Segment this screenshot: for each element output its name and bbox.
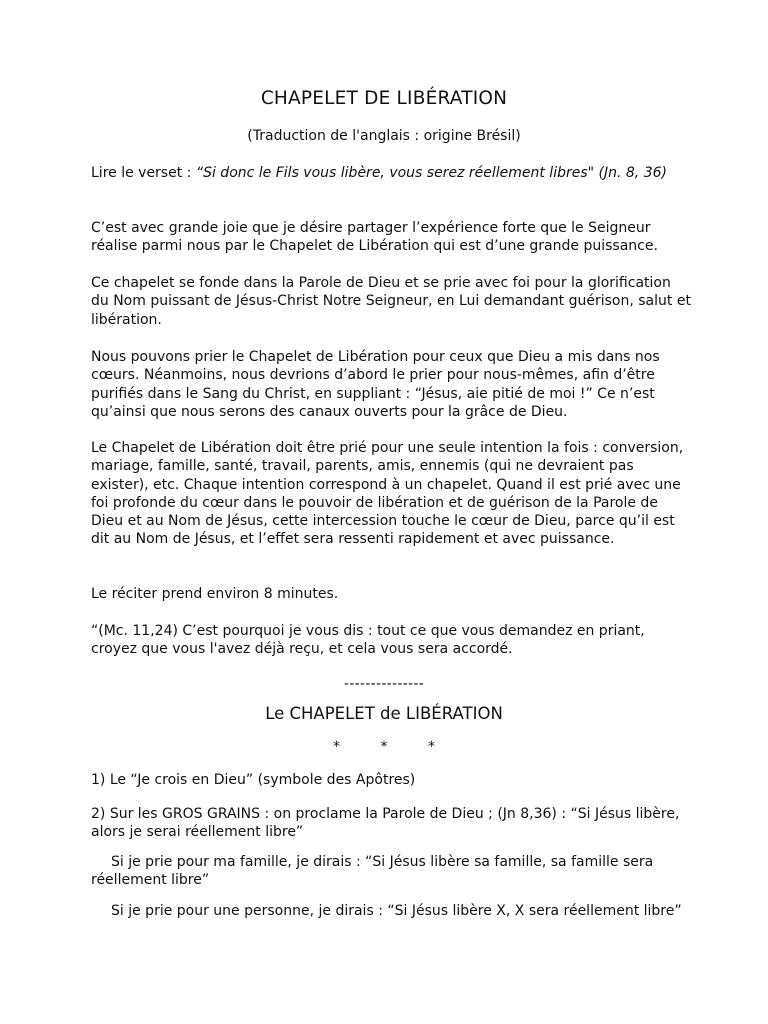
step-2-person-example: Si je prie pour une personne, je dirais : “Si Jésus libère X, X sera réellement libre” [111,903,682,919]
step-1: 1) Le “Je crois en Dieu” (symbole des Apôtres) [91,772,416,788]
page-subtitle: (Traduction de l'anglais : origine Brésil) [247,128,521,144]
paragraph-duration: Le réciter prend environ 8 minutes. [91,586,339,602]
paragraph-intro: C’est avec grande joie que je désire partager l’expérience forte que le Seigneur réalise parmi nous par le Chapelet de Libération qui est d’une grande puissance. [91,220,658,255]
paragraph-mark-quote: “(Mc. 11,24) C’est pourquoi je vous dis : tout ce que vous demandez en priant, croyez que vous l'avez déjà reçu, et cela vous sera accordé. [91,623,645,658]
paragraph-prayer-for-others: Nous pouvons prier le Chapelet de Libération pour ceux que Dieu a mis dans nos cœurs. Néanmoins, nous devrions d’abord le prier pour nous-mêmes, afin d’être purifiés dans le Sang du Christ, en suppliant : “Jésus, aie pitié de moi !” Ce n’est qu’ainsi que nous serons des canaux ouverts pour la grâce de Dieu. [91,349,660,420]
verse-intro: Lire le verset : [91,165,196,181]
verse-paragraph [91,164,691,182]
paragraph-foundation: Ce chapelet se fonde dans la Parole de Dieu et se prie avec foi pour la glorification du Nom puissant de Jésus-Christ Notre Seigneur, en Lui demandant guérison, salut et libération. [91,275,691,328]
section-heading: Le CHAPELET de LIBÉRATION [265,704,503,723]
section-divider: --------------- [343,676,425,692]
step-2-family-example: Si je prie pour ma famille, je dirais : “Si Jésus libère sa famille, sa famille sera réellement libre” [91,854,654,889]
paragraph-intentions: Le Chapelet de Libération doit être prié pour une seule intention la fois : conversion, mariage, famille, santé, travail, parents, amis, ennemis (qui ne devraient pas exister), etc. Chaque intention correspond à un chapelet. Quand il est prié avec une foi profonde du cœur dans le pouvoir de libération et de guérison de la Parole de Dieu et au Nom de Jésus, cette intercession touche le cœur de Dieu, parce qu’il est dit au Nom de Jésus, et l’effet sera ressenti rapidement et avec puissance. [91,440,684,548]
step-2: 2) Sur les GROS GRAINS : on proclame la Parole de Dieu ; (Jn 8,36) : “Si Jésus libère, alors je serai réellement libre” [91,806,680,841]
verse-text: “Si donc le Fils vous libère, vous serez réellement libres" (Jn. 8, 36) [195,165,667,181]
stars-ornament: * * * [333,739,435,755]
page-title: CHAPELET DE LIBÉRATION [260,88,508,109]
